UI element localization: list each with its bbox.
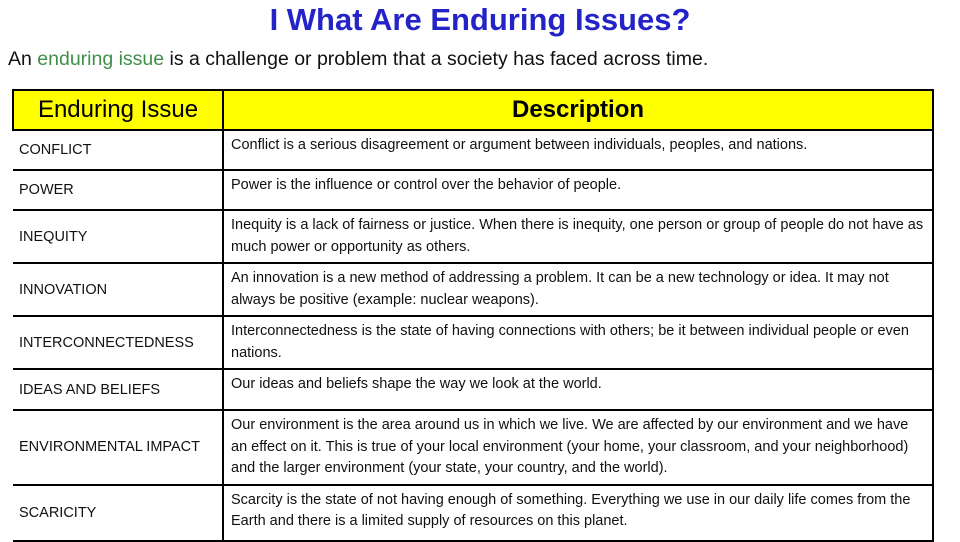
issue-name: ENVIRONMENTAL IMPACT (13, 410, 223, 485)
page-title: I What Are Enduring Issues? (269, 2, 691, 37)
table-row (13, 170, 933, 210)
enduring-issues-table (12, 89, 934, 542)
intro-text-after: is a challenge or problem that a society has faced across time. (164, 48, 709, 70)
table-header-row (13, 90, 933, 130)
intro-text-before: An (8, 48, 38, 70)
issue-name: POWER (13, 170, 223, 210)
issue-description: Our ideas and beliefs shape the way we look at the world. (223, 369, 933, 410)
issue-description: Power is the influence or control over the behavior of people. (223, 170, 933, 210)
issue-name: INNOVATION (13, 263, 223, 316)
table-row (13, 316, 933, 369)
issue-description: Scarcity is the state of not having enough of something. Everything we use in our daily life comes from the Earth and there is a limited supply of resources on this planet. (223, 485, 933, 541)
intro-sentence (8, 46, 708, 72)
issue-description: Inequity is a lack of fairness or justice. When there is inequity, one person or group of people do not have as much power or opportunity as others. (223, 210, 933, 263)
issue-description: Our environment is the area around us in which we live. We are affected by our environment and we have an effect on it. This is true of your local environment (your home, your classroom, and your neighborhood) and the larger environment (your state, your country, and the world). (223, 410, 933, 485)
issue-description: Conflict is a serious disagreement or argument between individuals, peoples, and nations. (223, 130, 933, 170)
header-enduring-issue: Enduring Issue (13, 90, 223, 130)
intro-highlight-term: enduring issue (37, 48, 165, 70)
issue-name: CONFLICT (13, 130, 223, 170)
issue-description: An innovation is a new method of addressing a problem. It can be a new technology or idea. It may not always be positive (example: nuclear weapons). (223, 263, 933, 316)
table-row (13, 369, 933, 410)
table-row (13, 210, 933, 263)
table-row (13, 130, 933, 170)
issue-description: Interconnectedness is the state of having connections with others; be it between individual people or even nations. (223, 316, 933, 369)
issue-name: INTERCONNECTEDNESS (13, 316, 223, 369)
issue-name: INEQUITY (13, 210, 223, 263)
table-row (13, 410, 933, 485)
table-row (13, 485, 933, 541)
issue-name: SCARICITY (13, 485, 223, 541)
table-row (13, 263, 933, 316)
header-description: Description (223, 90, 933, 130)
issue-name: IDEAS AND BELIEFS (13, 369, 223, 410)
